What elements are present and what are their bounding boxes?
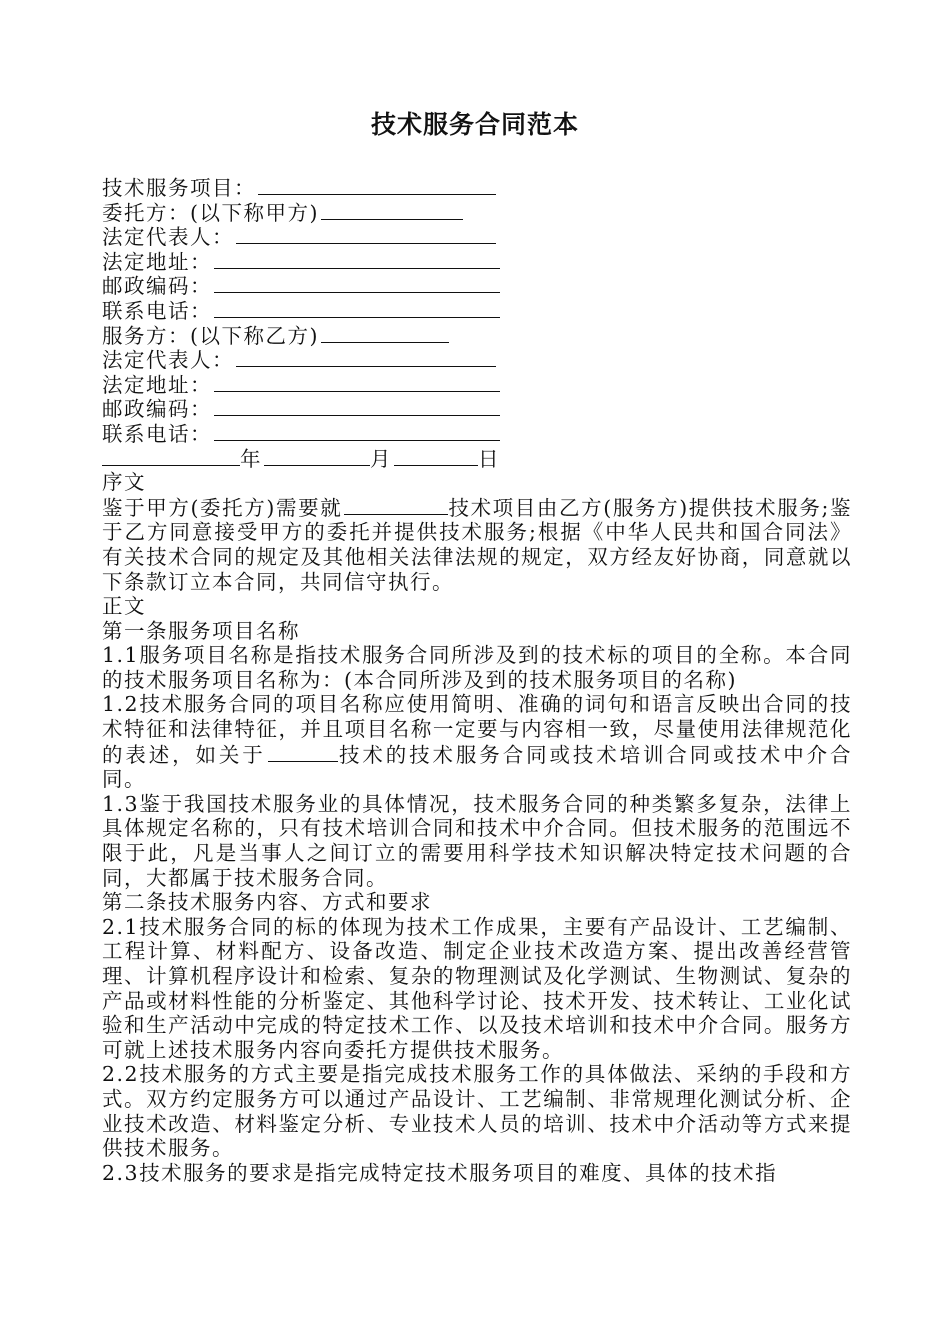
preface-paragraph: 鉴于甲方(委托方)需要就 技术项目由乙方(服务方)提供技术服务;鉴于乙方同意接受甲方的委托并提供技术服务;根据《中华人民共和国合同法》有关技术合同的规定及其他相关法律法规的规定，双方经友好协商，同意就以下条款订立本合同，共同信守执行。 — [102, 495, 852, 594]
field-label: 法定代表人： — [102, 348, 234, 373]
field-label: 法定地址： — [102, 372, 212, 397]
field-label: 服务方：(以下称乙方) — [102, 323, 319, 348]
provider-address-field — [102, 372, 852, 397]
fill-blank — [214, 273, 500, 293]
fill-blank — [214, 396, 500, 416]
month-blank — [264, 446, 370, 466]
day-label: 日 — [478, 446, 500, 471]
clause-paragraph: 2.2技术服务的方式主要是指完成技术服务工作的具体做法、采纳的手段和方式。双方约定服务方可以通过产品设计、工艺编制、非常规理化测试分析、企业技术改造、材料鉴定分析、专业技术人员的培训、技术中介活动等方式来提供技术服务。 — [102, 1062, 852, 1161]
clause-paragraph: 1.3鉴于我国技术服务业的具体情况，技术服务合同的种类繁多复杂，法律上具体规定名称的，只有技术培训合同和技术中介合同。但技术服务的范围远不限于此，凡是当事人之间订立的需要用科学技术知识解决特定技术问题的合同，大都属于技术服务合同。 — [102, 791, 852, 890]
provider-rep-field — [102, 347, 852, 372]
fill-blank — [214, 298, 500, 318]
document-body — [102, 175, 852, 1185]
fill-blank — [258, 175, 496, 195]
fill-blank — [321, 200, 463, 220]
date-line — [102, 446, 852, 471]
fill-blank — [344, 495, 448, 515]
field-label: 邮政编码： — [102, 397, 212, 422]
fill-blank — [214, 249, 500, 269]
fill-blank — [214, 421, 500, 441]
client-address-field — [102, 249, 852, 274]
field-label: 法定地址： — [102, 249, 212, 274]
client-field — [102, 200, 852, 225]
field-label: 邮政编码： — [102, 274, 212, 299]
provider-postcode-field — [102, 396, 852, 421]
year-label: 年 — [240, 446, 262, 471]
fill-blank — [321, 323, 449, 343]
field-label: 联系电话： — [102, 421, 212, 446]
field-label: 法定代表人： — [102, 225, 234, 250]
client-postcode-field — [102, 273, 852, 298]
client-phone-field — [102, 298, 852, 323]
provider-field — [102, 323, 852, 348]
fill-blank — [236, 347, 496, 367]
fill-blank — [236, 224, 496, 244]
article-heading: 第一条服务项目名称 — [102, 618, 300, 643]
article-heading: 第二条技术服务内容、方式和要求 — [102, 890, 432, 915]
client-rep-field — [102, 224, 852, 249]
day-blank — [394, 446, 478, 466]
clause-paragraph: 2.3技术服务的要求是指完成特定技术服务项目的难度、具体的技术指 — [102, 1160, 778, 1185]
provider-phone-field — [102, 421, 852, 446]
clause-paragraph: 1.2技术服务合同的项目名称应使用简明、准确的词句和语言反映出合同的技术特征和法律特征，并且项目名称一定要与内容相一致，尽量使用法律规范化的表述，如关于 技术的技术服务合同或技术培训合同或技术中介合同。 — [102, 692, 852, 792]
fill-blank — [214, 372, 500, 392]
field-label: 委托方：(以下称甲方) — [102, 200, 319, 225]
main-heading: 正文 — [102, 594, 146, 619]
document-title: 技术服务合同范本 — [370, 110, 579, 139]
clause-paragraph: 1.1服务项目名称是指技术服务合同所涉及到的技术标的项目的全称。本合同的技术服务项目名称为：(本合同所涉及到的技术服务项目的名称) — [102, 643, 852, 692]
field-label: 技术服务项目： — [102, 176, 256, 200]
clause-paragraph: 2.1技术服务合同的标的体现为技术工作成果，主要有产品设计、工艺编制、工程计算、材料配方、设备改造、制定企业技术改造方案、提出改善经营管理、计算机程序设计和检索、复杂的物理测试及化学测试、生物测试、复杂的产品或材料性能的分析鉴定、其他科学讨论、技术开发、技术转让、工业化试验和生产活动中完成的特定技术工作、以及技术培训和技术中介合同。服务方可就上述技术服务内容向委托方提供技术服务。 — [102, 914, 852, 1062]
field-label: 联系电话： — [102, 298, 212, 323]
month-label: 月 — [370, 446, 392, 471]
preface-heading: 序文 — [102, 470, 146, 495]
fill-blank — [268, 742, 338, 762]
year-blank — [102, 446, 240, 466]
project-field — [102, 175, 852, 200]
